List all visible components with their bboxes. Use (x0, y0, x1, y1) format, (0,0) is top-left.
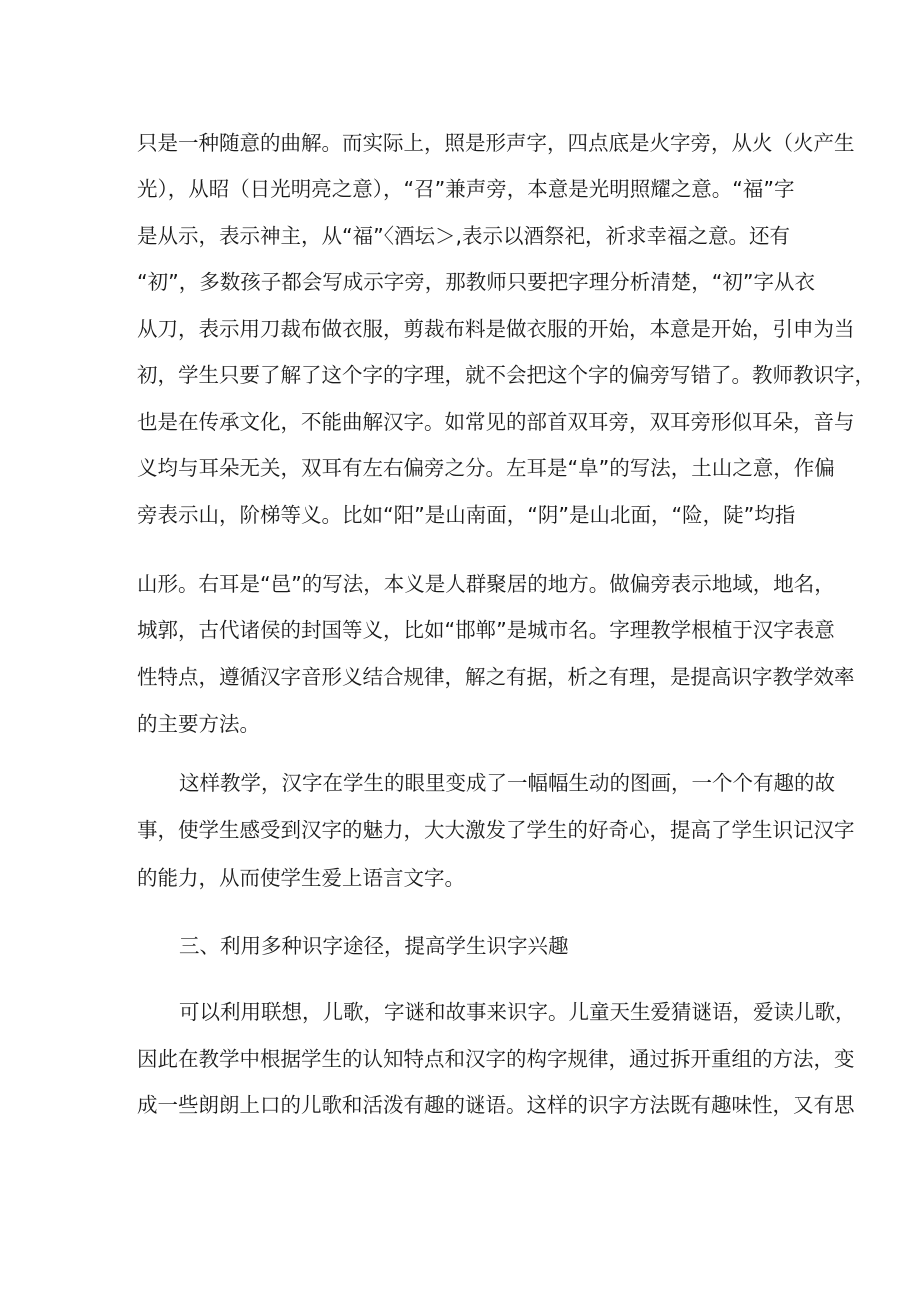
paragraph-1-line-9: 旁表示山，阶梯等义。比如“阳”是山南面，“阴”是山北面，“险，陡”均指 (137, 503, 796, 527)
paragraph-1-line-8: 义均与耳朵无关，双耳有左右偏旁之分。左耳是“阜”的写法，土山之意，作偏 (137, 456, 835, 480)
paragraph-3-line-3: 成一些朗朗上口的儿歌和活泼有趣的谜语。这样的识字方法既有趣味性，又有思 (137, 1093, 855, 1117)
paragraph-1-line-6: 初，学生只要了解了这个字的字理，就不会把这个字的偏旁写错了。教师教识字， (137, 363, 875, 387)
paragraph-3-line-1: 可以利用联想，儿歌，字谜和故事来识字。儿童天生爱猜谜语，爱读儿歌， (179, 1000, 856, 1024)
paragraph-2-line-1: 这样教学，汉字在学生的眼里变成了一幅幅生动的图画，一个个有趣的故 (179, 771, 835, 795)
section-heading: 三、利用多种识字途径，提高学生识字兴趣 (179, 934, 569, 958)
paragraph-1-line-4: “初”，多数孩子都会写成示字旁，那教师只要把字理分析清楚，“初”字从衣 (137, 270, 815, 294)
paragraph-3-line-2: 因此在教学中根据学生的认知特点和汉字的构字规律，通过拆开重组的方法，变 (137, 1047, 855, 1071)
paragraph-1-line-13: 的主要方法。 (137, 712, 260, 736)
paragraph-1-line-1: 只是一种随意的曲解。而实际上，照是形声字，四点底是火字旁，从火（火产生 (137, 131, 855, 155)
paragraph-1-line-3: 是从示，表示神主，从“福”〈酒坛＞,表示以酒祭祀，祈求幸福之意。还有 (137, 224, 791, 248)
paragraph-1-line-7: 也是在传承文化，不能曲解汉字。如常见的部首双耳旁，双耳旁形似耳朵，音与 (137, 410, 855, 434)
paragraph-1-line-10: 山形。右耳是“邑”的写法，本义是人群聚居的地方。做偏旁表示地域，地名， (137, 572, 835, 596)
paragraph-1-line-5: 从刀，表示用刀裁布做衣服，剪裁布料是做衣服的开始，本意是开始，引申为当 (137, 317, 855, 341)
paragraph-2-line-3: 的能力，从而使学生爱上语言文字。 (137, 866, 465, 890)
paragraph-2-line-2: 事，使学生感受到汉字的魅力，大大激发了学生的好奇心，提高了学生识记汉字 (137, 818, 855, 842)
paragraph-1-line-2: 光），从昭（日光明亮之意），“召”兼声旁，本意是光明照耀之意。“福”字 (137, 177, 795, 201)
paragraph-1-line-12: 性特点，遵循汉字音形义结合规律，解之有据，析之有理，是提高识字教学效率 (137, 665, 855, 689)
paragraph-1-line-11: 城郭，古代诸侯的封国等义，比如“邯郸”是城市名。字理教学根植于汉字表意 (137, 618, 835, 642)
